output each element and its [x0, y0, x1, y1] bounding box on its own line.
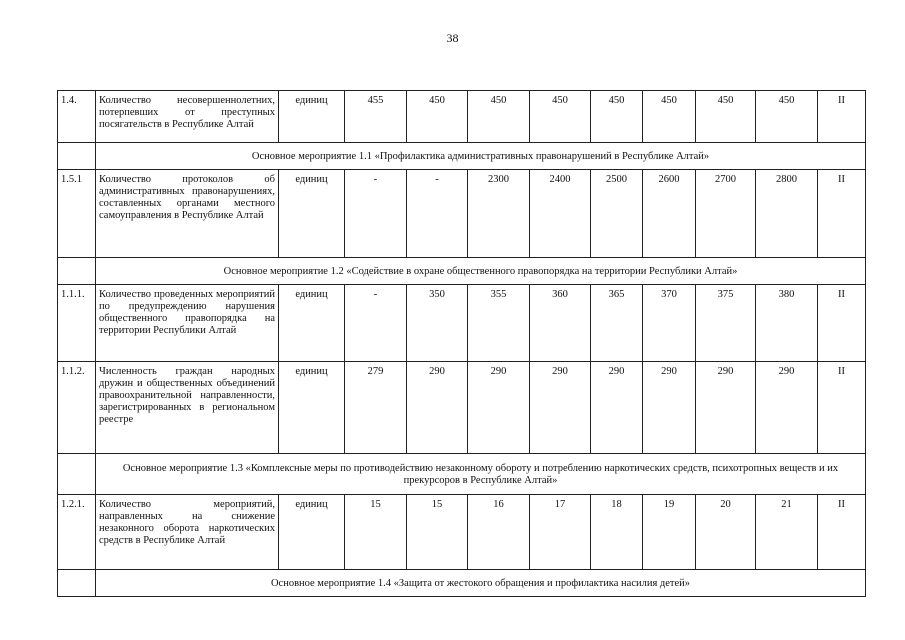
value-cell: 16 — [468, 495, 530, 570]
section-empty-cell — [58, 454, 96, 495]
value-cell: 20 — [696, 495, 756, 570]
value-cell: 290 — [530, 362, 591, 454]
value-cell: - — [345, 170, 407, 258]
row-number: 1.1.2. — [58, 362, 96, 454]
unit-cell: единиц — [279, 285, 345, 362]
section-heading: Основное мероприятие 1.2 «Содействие в охране общественного правопорядка на территории Республики Алтай» — [96, 258, 866, 285]
value-cell: 2400 — [530, 170, 591, 258]
value-cell: 370 — [643, 285, 696, 362]
section-empty-cell — [58, 570, 96, 597]
section-row — [58, 258, 866, 285]
value-cell: - — [407, 170, 468, 258]
indicator-name: Количество несовершеннолетних, потерпевших от преступных посягательств в Республике Алтай — [96, 91, 279, 143]
level-cell: II — [818, 362, 866, 454]
indicator-name: Количество мероприятий, направленных на снижение незаконного оборота наркотических средств в Республике Алтай — [96, 495, 279, 570]
row-number: 1.5.1 — [58, 170, 96, 258]
value-cell: 18 — [591, 495, 643, 570]
unit-cell: единиц — [279, 362, 345, 454]
value-cell: 290 — [696, 362, 756, 454]
row-number: 1.4. — [58, 91, 96, 143]
value-cell: 290 — [756, 362, 818, 454]
table-row — [58, 91, 866, 143]
value-cell: 350 — [407, 285, 468, 362]
value-cell: 290 — [591, 362, 643, 454]
section-row — [58, 454, 866, 495]
value-cell: 19 — [643, 495, 696, 570]
value-cell: 360 — [530, 285, 591, 362]
table-row — [58, 495, 866, 570]
value-cell: 290 — [407, 362, 468, 454]
page-number: 38 — [446, 31, 459, 45]
value-cell: 17 — [530, 495, 591, 570]
value-cell: 2300 — [468, 170, 530, 258]
section-heading: Основное мероприятие 1.1 «Профилактика административных правонарушений в Республике Алтай» — [96, 143, 866, 170]
value-cell: 455 — [345, 91, 407, 143]
value-cell: 450 — [530, 91, 591, 143]
row-number: 1.1.1. — [58, 285, 96, 362]
indicators-table — [57, 90, 866, 597]
value-cell: 450 — [407, 91, 468, 143]
level-cell: II — [818, 170, 866, 258]
value-cell: 2500 — [591, 170, 643, 258]
value-cell: 450 — [756, 91, 818, 143]
section-empty-cell — [58, 143, 96, 170]
value-cell: 15 — [407, 495, 468, 570]
value-cell: 290 — [643, 362, 696, 454]
indicator-name: Численность граждан народных дружин и общественных объединений правоохранительной направленности, зарегистрированных в региональном реестре — [96, 362, 279, 454]
unit-cell: единиц — [279, 170, 345, 258]
value-cell: 450 — [643, 91, 696, 143]
value-cell: 290 — [468, 362, 530, 454]
section-row — [58, 570, 866, 597]
row-number: 1.2.1. — [58, 495, 96, 570]
value-cell: 355 — [468, 285, 530, 362]
unit-cell: единиц — [279, 495, 345, 570]
table-row — [58, 170, 866, 258]
indicator-name: Количество протоколов об административных правонарушениях, составленных органами местного самоуправления в Республике Алтай — [96, 170, 279, 258]
level-cell: II — [818, 91, 866, 143]
table-row — [58, 285, 866, 362]
section-heading: Основное мероприятие 1.4 «Защита от жестокого обращения и профилактика насилия детей» — [96, 570, 866, 597]
level-cell: II — [818, 495, 866, 570]
section-heading: Основное мероприятие 1.3 «Комплексные меры по противодействию незаконному обороту и потреблению наркотических средств, психотропных веществ и их прекурсоров в Республике Алтай» — [96, 454, 866, 495]
unit-cell: единиц — [279, 91, 345, 143]
value-cell: 2800 — [756, 170, 818, 258]
value-cell: 365 — [591, 285, 643, 362]
indicator-name: Количество проведенных мероприятий по предупреждению нарушения общественного правопорядка на территории Республики Алтай — [96, 285, 279, 362]
value-cell: 450 — [696, 91, 756, 143]
section-empty-cell — [58, 258, 96, 285]
value-cell: 2600 — [643, 170, 696, 258]
value-cell: 375 — [696, 285, 756, 362]
value-cell: 15 — [345, 495, 407, 570]
table-row — [58, 362, 866, 454]
value-cell: 450 — [468, 91, 530, 143]
value-cell: 279 — [345, 362, 407, 454]
value-cell: 450 — [591, 91, 643, 143]
value-cell: - — [345, 285, 407, 362]
value-cell: 380 — [756, 285, 818, 362]
level-cell: II — [818, 285, 866, 362]
value-cell: 2700 — [696, 170, 756, 258]
value-cell: 21 — [756, 495, 818, 570]
section-row — [58, 143, 866, 170]
